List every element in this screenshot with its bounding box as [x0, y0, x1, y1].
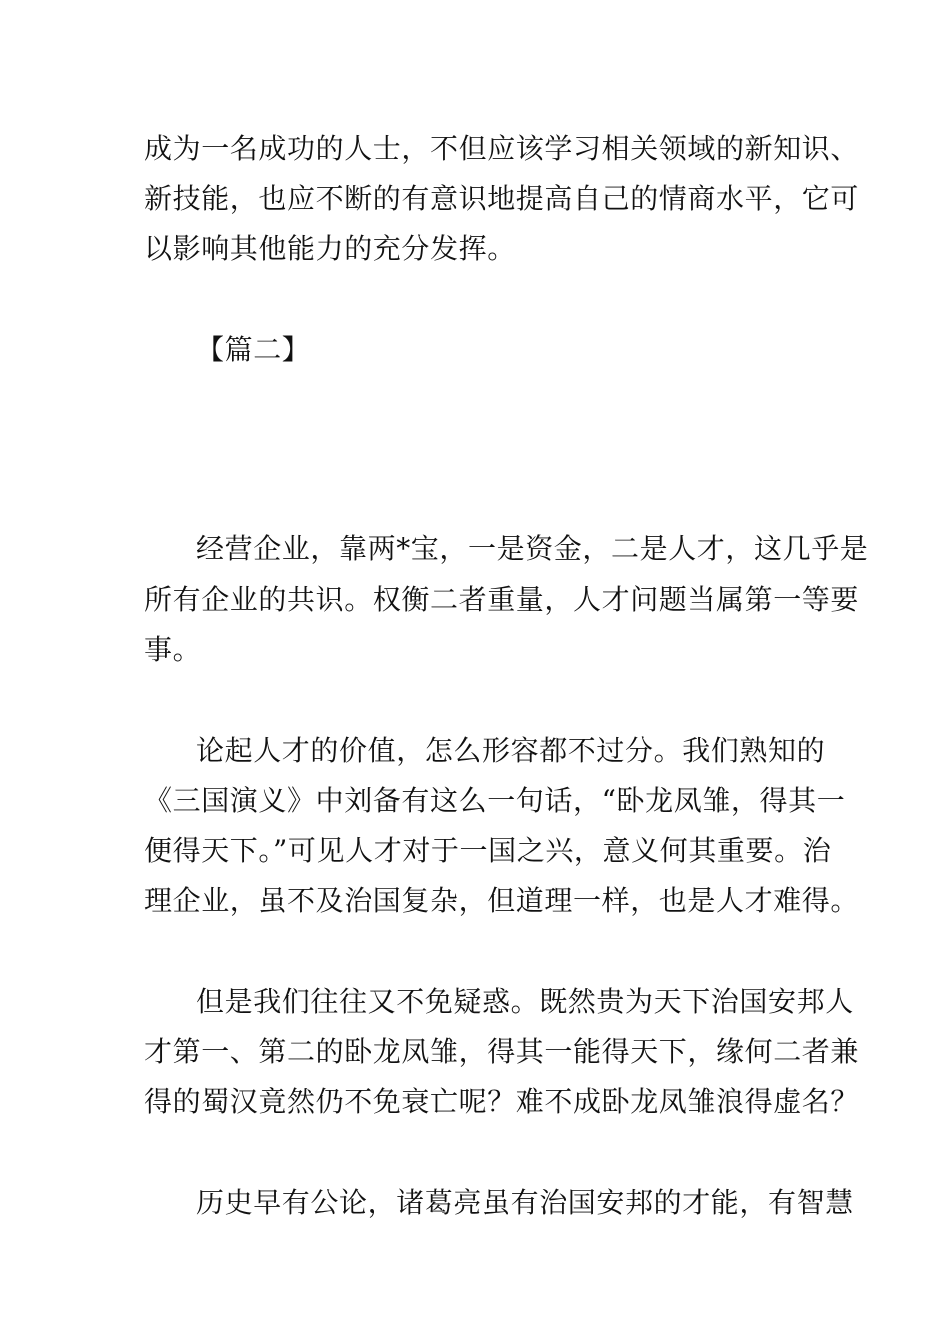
- section-heading: 【篇二】: [196, 333, 311, 366]
- text-line: 经营企业，靠两*宝，一是资金，二是人才，这几乎是: [196, 532, 869, 565]
- text-line: 《三国演义》中刘备有这么一句话，“卧龙凤雏，得其一: [144, 784, 846, 817]
- text-line: 才第一、第二的卧龙凤雏，得其一能得天下，缘何二者兼: [144, 1035, 860, 1068]
- text-line: 便得天下。”可见人才对于一国之兴，意义何其重要。治: [144, 834, 832, 867]
- text-line: 论起人才的价值，怎么形容都不过分。我们熟知的: [196, 734, 826, 767]
- text-line: 以影响其他能力的充分发挥。: [144, 232, 516, 265]
- text-line: 新技能，也应不断的有意识地提高自己的情商水平，它可: [144, 182, 860, 215]
- text-line: 成为一名成功的人士，不但应该学习相关领域的新知识、: [144, 132, 860, 165]
- text-line: 历史早有公论，诸葛亮虽有治国安邦的才能，有智慧: [196, 1186, 854, 1219]
- text-line: 所有企业的共识。权衡二者重量，人才问题当属第一等要: [144, 583, 860, 616]
- text-line: 得的蜀汉竟然仍不免衰亡呢？难不成卧龙凤雏浪得虚名？: [144, 1085, 860, 1118]
- text-line: 但是我们往往又不免疑惑。既然贵为天下治国安邦人: [196, 985, 854, 1018]
- text-line: 理企业，虽不及治国复杂，但道理一样，也是人才难得。: [144, 884, 860, 917]
- text-line: 事。: [144, 633, 202, 666]
